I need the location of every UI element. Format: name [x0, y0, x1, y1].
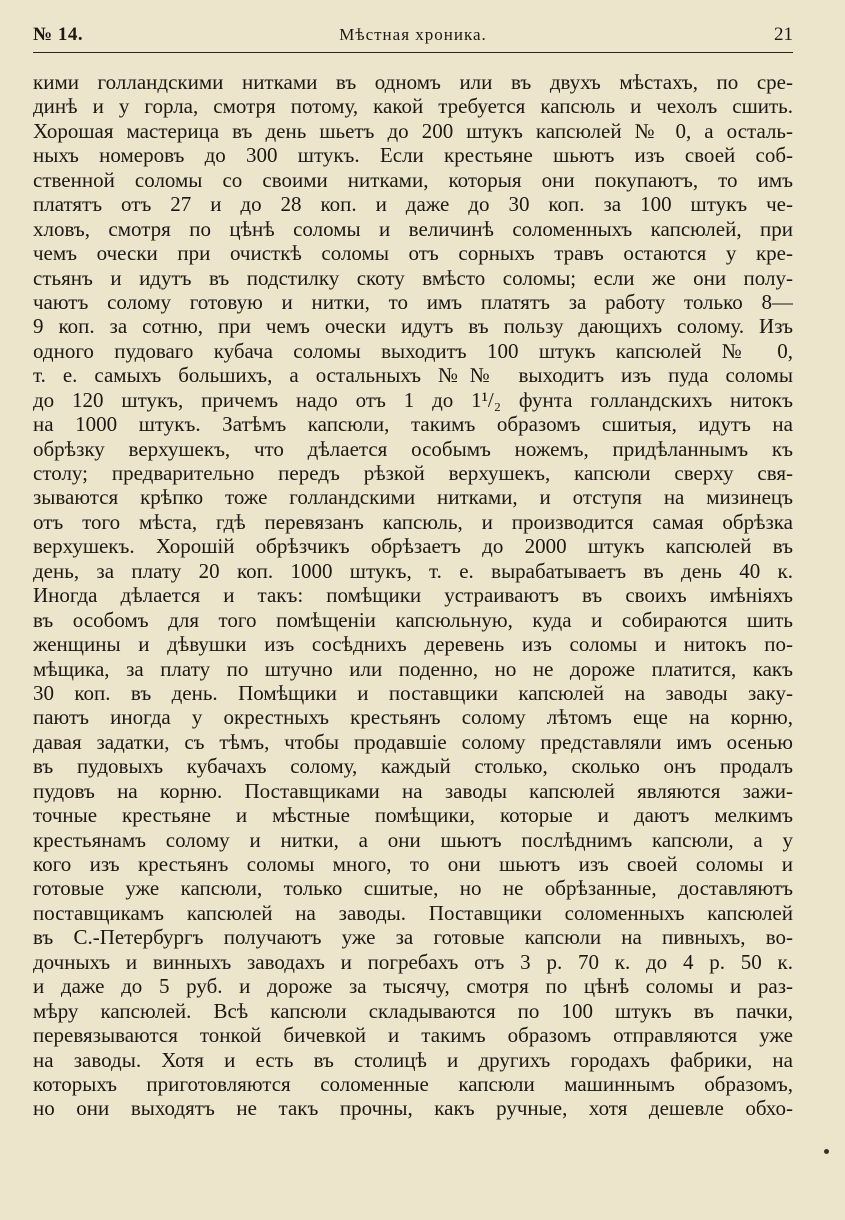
text-line: т. е. самыхъ большихъ, а остальныхъ №№ выходитъ изъ пуда соломы [33, 363, 793, 388]
body-text [33, 70, 793, 1121]
text-line: 30 коп. въ день. Помѣщики и поставщики капсюлей на заводы заку- [33, 680, 793, 705]
text-line: въ особомъ для того помѣщеніи капсюльную, куда и собираются шить [33, 607, 793, 632]
text-line: до 120 штукъ, причемъ надо отъ 1 до 1¹/₂ фунта голландскихъ нитокъ [33, 387, 793, 412]
text-line: кими голландскими нитками въ одномъ или въ двухъ мѣстахъ, по сре- [33, 70, 793, 94]
text-line: кого изъ крестьянъ соломы много, то они шьютъ изъ своей соломы и [33, 852, 793, 876]
text-line: обрѣзку верхушекъ, что дѣлается особымъ ножемъ, придѣланнымъ къ [33, 436, 793, 461]
header-rule [33, 52, 793, 53]
text-line: ственной соломы со своими нитками, которыя они покупаютъ, то имъ [33, 167, 793, 192]
text-line: зываются крѣпко тоже голландскими нитками, и отступя на мизинецъ [33, 485, 793, 510]
text-line: перевязываются тонкой бичевкой и такимъ образомъ отправляются уже [33, 1023, 793, 1048]
running-header [33, 24, 793, 50]
text-line: поставщикамъ капсюлей на заводы. Поставщики соломенныхъ капсюлей [33, 900, 793, 925]
text-line: динѣ и у горла, смотря потому, какой требуется капсюль и чехолъ сшить. [33, 94, 793, 119]
text-line: которыхъ приготовляются соломенные капсюли машиннымъ образомъ, [33, 1071, 793, 1096]
text-line: въ С.-Петербургъ получаютъ уже за готовые капсюли на пивныхъ, во- [33, 925, 793, 950]
text-line: 9 коп. за сотню, при чемъ очески идутъ въ пользу дающихъ солому. Изъ [33, 314, 793, 339]
text-line: мѣру капсюлей. Всѣ капсюли складываются по 100 штукъ въ пачки, [33, 998, 793, 1023]
text-line: Иногда дѣлается и такъ: помѣщики устраиваютъ въ своихъ имѣніяхъ [33, 583, 793, 608]
text-line: дочныхъ и винныхъ заводахъ и погребахъ отъ 3 р. 70 к. до 4 р. 50 к. [33, 949, 793, 974]
text-line: столу; предварительно передъ рѣзкой верхушекъ, капсюли сверху свя- [33, 461, 793, 485]
text-line: ныхъ номеровъ до 300 штукъ. Если крестьяне шьютъ изъ своей соб- [33, 143, 793, 168]
text-line: чемъ очески при очисткѣ соломы отъ сорныхъ травъ остаются у кре- [33, 241, 793, 266]
text-line: хловъ, смотря по цѣнѣ соломы и величинѣ соломенныхъ капсюлей, при [33, 216, 793, 241]
text-line: крестьянамъ солому и нитки, а они шьютъ послѣднимъ капсюли, а у [33, 827, 793, 852]
text-line: готовые уже капсюли, только сшитые, но не обрѣзанные, доставляютъ [33, 876, 793, 901]
text-line: въ пудовыхъ кубачахъ солому, каждый столько, сколько онъ продалъ [33, 754, 793, 779]
text-line: день, за плату 20 коп. 1000 штукъ, т. е. вырабатываетъ въ день 40 к. [33, 558, 793, 583]
text-line: на заводы. Хотя и есть въ столицѣ и другихъ городахъ фабрики, на [33, 1047, 793, 1072]
text-line: и даже до 5 руб. и дороже за тысячу, смотря по цѣнѣ соломы и раз- [33, 974, 793, 999]
text-line: но они выходятъ не такъ прочны, какъ ручные, хотя дешевле обхо- [33, 1096, 793, 1121]
text-line: Хорошая мастерица въ день шьетъ до 200 штукъ капсюлей № 0, а осталь- [33, 118, 793, 143]
text-line: точные крестьяне и мѣстные помѣщики, которые и даютъ мелкимъ [33, 803, 793, 828]
text-line: верхушекъ. Хорошій обрѣзчикъ обрѣзаетъ до 2000 штукъ капсюлей въ [33, 534, 793, 559]
text-line: мѣщика, за плату по штучно или поденно, но не дороже платится, какъ [33, 656, 793, 681]
margin-dot [824, 1149, 829, 1154]
text-line: на 1000 штукъ. Затѣмъ капсюли, такимъ образомъ сшитыя, идутъ на [33, 412, 793, 437]
text-line: платятъ отъ 27 и до 28 коп. и даже до 30 коп. за 100 штукъ че- [33, 192, 793, 217]
text-line: стьянъ и идутъ въ подстилку скоту вмѣсто соломы; если же они полу- [33, 265, 793, 290]
text-line: женщины и дѣвушки изъ сосѣднихъ деревень изъ соломы и нитокъ по- [33, 632, 793, 657]
text-line: пудовъ на корню. Поставщиками на заводы капсюлей являются зажи- [33, 778, 793, 803]
section-title: Мѣстная хроника. [339, 25, 487, 44]
text-line: давая задатки, съ тѣмъ, чтобы продавшіе солому представляли имъ осенью [33, 729, 793, 754]
page-number: 21 [774, 24, 793, 45]
text-line: одного пудоваго кубача соломы выходитъ 100 штукъ капсюлей № 0, [33, 338, 793, 363]
issue-number: № 14. [33, 24, 84, 45]
text-line: паютъ иногда у окрестныхъ крестьянъ солому лѣтомъ еще на корню, [33, 705, 793, 730]
text-line: чаютъ солому готовую и нитки, то имъ платятъ за работу только 8— [33, 289, 793, 314]
text-line: отъ того мѣста, гдѣ перевязанъ капсюль, и производится самая обрѣзка [33, 509, 793, 534]
